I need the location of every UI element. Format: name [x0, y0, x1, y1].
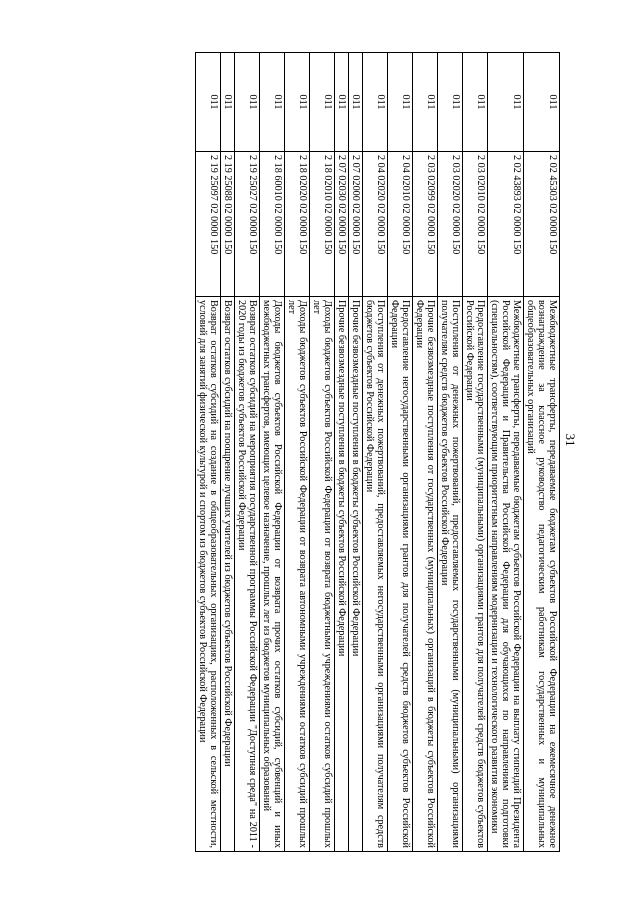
admin-code-cell: 011 — [348, 53, 362, 152]
table-body — [195, 53, 559, 852]
revenue-name-cell: Возврат остатков субсидий на мероприятия государственной программы Российской Федерации "Доступная среда" на 2011 - 2020 годы из бюджетов субъектов Российской Федерации — [234, 297, 259, 852]
table-row — [284, 53, 309, 852]
page-number: 31 — [563, 433, 578, 447]
table-row — [412, 53, 437, 852]
revenue-name-cell: Поступления от денежных пожертвований, предоставляемых негосударственными организациями получателям средств бюджетов субъектов Российской Федерации — [362, 297, 387, 852]
table-row — [334, 53, 348, 852]
admin-code-cell: 011 — [487, 53, 523, 152]
budget-classification-code-cell: 2 03 02020 02 0000 150 — [437, 152, 462, 297]
admin-code-cell: 011 — [387, 53, 412, 152]
budget-classification-code-cell: 2 04 02010 02 0000 150 — [387, 152, 412, 297]
budget-classification-code-cell: 2 19 25027 02 0000 150 — [234, 152, 259, 297]
admin-code-cell: 011 — [195, 53, 220, 152]
admin-code-cell: 011 — [284, 53, 309, 152]
table-row — [309, 53, 334, 852]
admin-code-cell: 011 — [234, 53, 259, 152]
budget-classification-code-cell: 2 02 45303 02 0000 150 — [523, 152, 559, 297]
admin-code-cell: 011 — [259, 53, 284, 152]
table-row — [195, 53, 220, 852]
table-row — [348, 53, 362, 852]
revenue-name-cell: Прочие безвозмездные поступления в бюджеты субъектов Российской Федерации — [348, 297, 362, 852]
revenue-name-cell: Возврат остатков субсидий на создание в общеобразовательных организациях, расположенных в сельской местности, условий для занятий физической культурой и спортом из бюджетов субъектов Российской Федерации — [195, 297, 220, 852]
budget-classification-code-cell: 2 18 02010 02 0000 150 — [309, 152, 334, 297]
budget-classification-code-cell: 2 03 02099 02 0000 150 — [412, 152, 437, 297]
revenue-name-cell: Доходы бюджетов субъектов Российской Федерации от возврата бюджетными учреждениями остатков субсидий прошлых лет — [309, 297, 334, 852]
table-row — [259, 53, 284, 852]
admin-code-cell: 011 — [412, 53, 437, 152]
table-row — [234, 53, 259, 852]
budget-classification-code-cell: 2 03 02010 02 0000 150 — [462, 152, 487, 297]
revenue-name-cell: Доходы бюджетов субъектов Российской Федерации от возврата автономными учреждениями остатков субсидий прошлых лет — [284, 297, 309, 852]
revenue-name-cell: Предоставление государственными (муниципальными) организациями грантов для получателей средств бюджетов субъектов Российской Федерации — [462, 297, 487, 852]
revenue-name-cell: Поступления от денежных пожертвований, предоставляемых государственными (муниципальными) организациями получателям средств бюджетов субъектов Российской Федерации — [437, 297, 462, 852]
admin-code-cell: 011 — [523, 53, 559, 152]
table-row — [487, 53, 523, 852]
budget-classification-code-cell: 2 18 02020 02 0000 150 — [284, 152, 309, 297]
table-row — [220, 53, 234, 852]
revenue-name-cell: Предоставление негосударственными организациями грантов для получателей средств бюджетов субъектов Российской Федерации — [387, 297, 412, 852]
admin-code-cell: 011 — [220, 53, 234, 152]
admin-code-cell: 011 — [362, 53, 387, 152]
budget-classification-code-cell: 2 04 02020 02 0000 150 — [362, 152, 387, 297]
table-row — [437, 53, 462, 852]
budget-classification-code-cell: 2 07 02030 02 0000 150 — [334, 152, 348, 297]
admin-code-cell: 011 — [437, 53, 462, 152]
admin-code-cell: 011 — [309, 53, 334, 152]
revenue-name-cell: Возврат остатков субсидий на поощрение лучших учителей из бюджетов субъектов Российской Федерации — [220, 297, 234, 852]
revenue-name-cell: Прочие безвозмездные поступления от государственных (муниципальных) организаций в бюджеты субъектов Российской Федерации — [412, 297, 437, 852]
revenue-name-cell: Межбюджетные трансферты, передаваемые бюджетам субъектов Российской Федерации на выплату стипендий Президента Российской Федерации и Правительства Российской Федерации для обучающихся по направлениям подготовки (специальностям), соответствующим приоритетным направлениям модернизации и технологического развития экономики — [487, 297, 523, 852]
budget-classification-code-cell: 2 19 25097 02 0000 150 — [195, 152, 220, 297]
budget-classification-code-cell: 2 19 25088 02 0000 150 — [220, 152, 234, 297]
budget-classification-code-cell: 2 02 43893 02 0000 150 — [487, 152, 523, 297]
admin-code-cell: 011 — [462, 53, 487, 152]
table-row — [462, 53, 487, 852]
table-row — [362, 53, 387, 852]
table-row — [387, 53, 412, 852]
budget-classification-code-cell: 2 07 02000 02 0000 150 — [348, 152, 362, 297]
budget-classification-code-cell: 2 18 60010 02 0000 150 — [259, 152, 284, 297]
budget-codes-table — [195, 52, 560, 852]
revenue-name-cell: Доходы бюджетов субъектов Российской Федерации от возврата прочих остатков субсидий, субвенций и иных межбюджетных трансфертов, имеющих целевое назначение, прошлых лет из бюджетов муниципальных образований — [259, 297, 284, 852]
admin-code-cell: 011 — [334, 53, 348, 152]
revenue-name-cell: Межбюджетные трансферты, передаваемые бюджетам субъектов Российской Федерации на ежемесячное денежное вознаграждение за классное руководство педагогическим работникам государственных и муниципальных общеобразовательных организаций — [523, 297, 559, 852]
revenue-name-cell: Прочие безвозмездные поступления в бюджеты субъектов Российской Федерации — [334, 297, 348, 852]
rotated-table-container — [66, 52, 560, 852]
table-row — [523, 53, 559, 852]
